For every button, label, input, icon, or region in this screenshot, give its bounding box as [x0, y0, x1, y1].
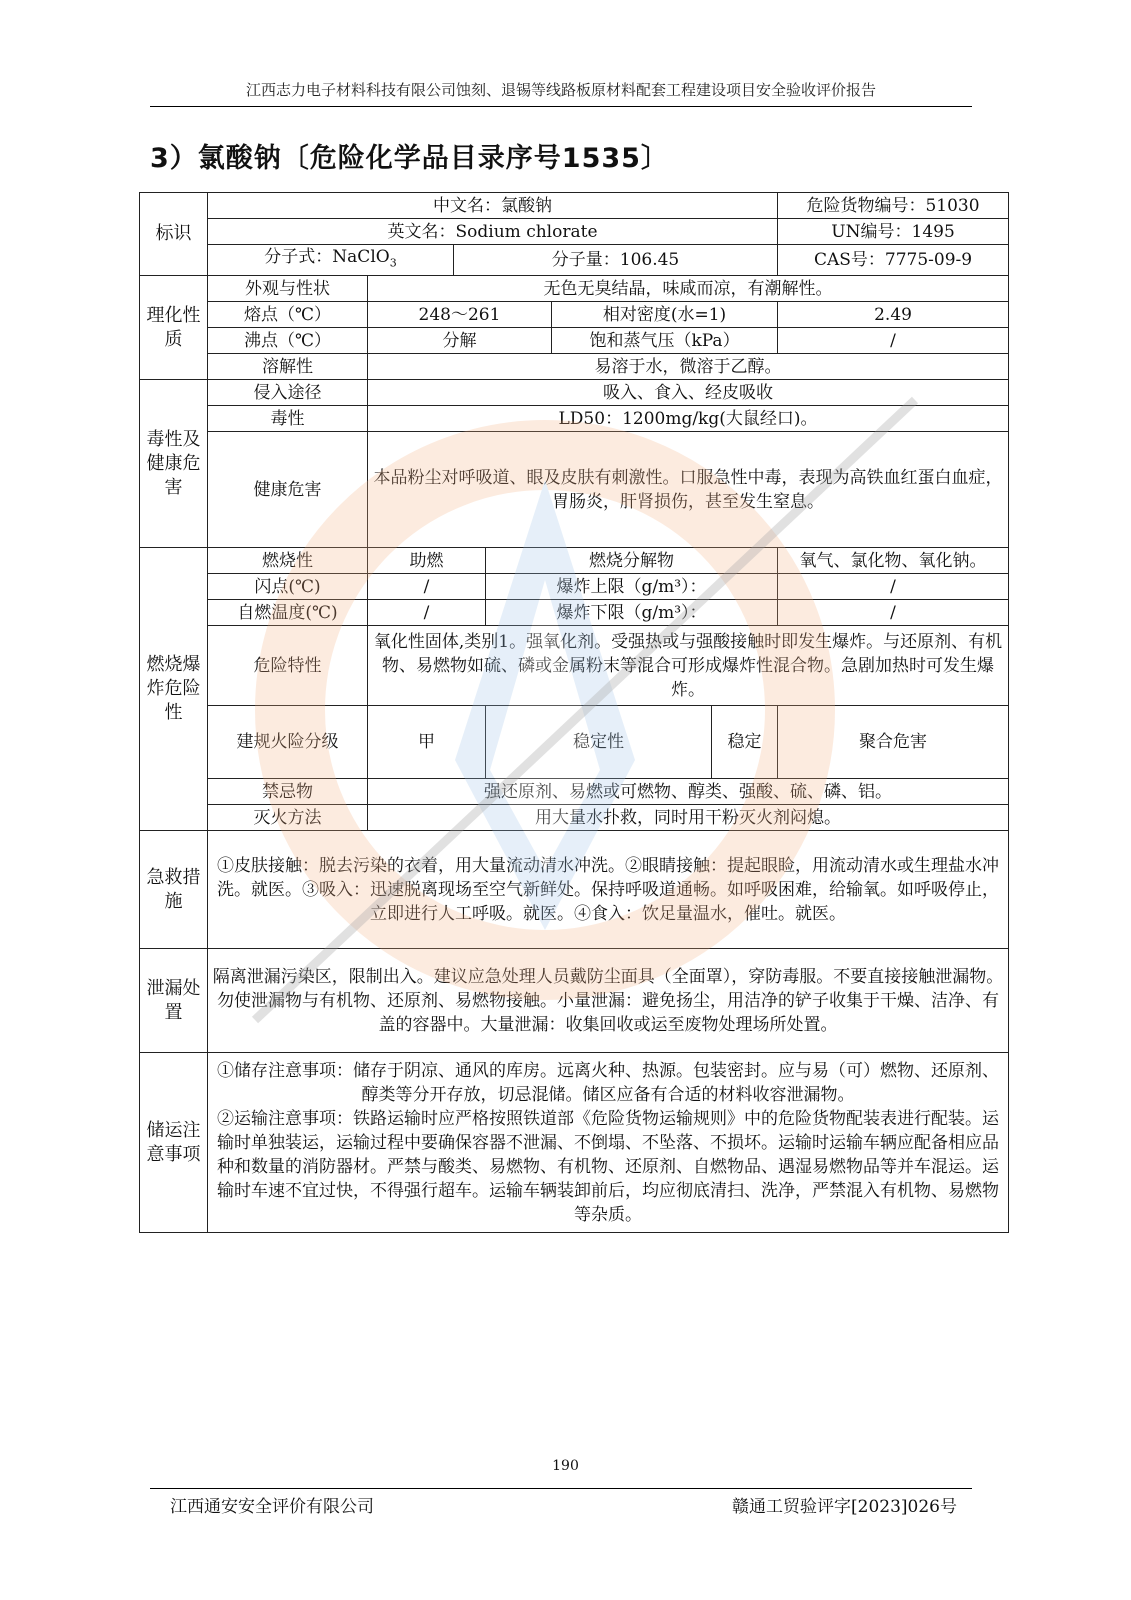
flash-point-label: 闪点(℃) — [208, 574, 368, 600]
section-physicochemical: 理化性质 — [140, 276, 208, 380]
hazard-characteristics-value: 氧化性固体,类别1。强氧化剂。受强热或与强酸接触时即发生爆炸。与还原剂、有机物、易燃物如硫、磷或金属粉末等混合可形成爆炸性混合物。急剧加热时可发生爆炸。 — [368, 626, 1009, 706]
lower-explosion-limit-value: / — [778, 600, 1009, 626]
chinese-name: 中文名：氯酸钠 — [208, 193, 778, 219]
route-label: 侵入途径 — [208, 380, 368, 406]
incompatible-label: 禁忌物 — [208, 779, 368, 805]
cas-number: CAS号：7775-09-9 — [778, 245, 1009, 276]
solubility-value: 易溶于水，微溶于乙醇。 — [368, 354, 1009, 380]
footer-divider — [150, 1488, 972, 1489]
first-aid-text: ①皮肤接触：脱去污染的衣着，用大量流动清水冲洗。②眼睛接触：提起眼睑，用流动清水或生理盐水冲洗。就医。③吸入：迅速脱离现场至空气新鲜处。保持呼吸道通畅。如呼吸困难，给输氧。如呼吸停止，立即进行人工呼吸。就医。④食入：饮足量温水，催吐。就医。 — [208, 831, 1009, 949]
polymerization-label: 聚合危害 — [778, 706, 1009, 779]
msds-table — [139, 192, 1009, 1233]
route-value: 吸入、食入、经皮吸收 — [368, 380, 1009, 406]
extinguishing-label: 灭火方法 — [208, 805, 368, 831]
incompatible-value: 强还原剂、易燃或可燃物、醇类、强酸、硫、磷、铝。 — [368, 779, 1009, 805]
autoignition-label: 自燃温度(℃) — [208, 600, 368, 626]
section-storage-transport: 储运注意事项 — [140, 1053, 208, 1233]
solubility-label: 溶解性 — [208, 354, 368, 380]
combustibility-label: 燃烧性 — [208, 548, 368, 574]
vapor-pressure-label: 饱和蒸气压（kPa） — [552, 328, 778, 354]
flash-point-value: / — [368, 574, 486, 600]
hazard-characteristics-label: 危险特性 — [208, 626, 368, 706]
dangerous-goods-number: 危险货物编号：51030 — [778, 193, 1009, 219]
footer-report-number: 赣通工贸验评字[2023]026号 — [732, 1497, 957, 1517]
melting-point-value: 248～261 — [368, 302, 552, 328]
autoignition-value: / — [368, 600, 486, 626]
formula-value: NaClO — [332, 247, 390, 267]
combustibility-value: 助燃 — [368, 548, 486, 574]
storage-transport-text — [208, 1053, 1009, 1233]
english-name: 英文名：Sodium chlorate — [208, 219, 778, 245]
toxicity-value: LD50：1200mg/kg(大鼠经口)。 — [368, 406, 1009, 432]
storage-notes: ①储存注意事项：储存于阴凉、通风的库房。远离火种、热源。包装密封。应与易（可）燃物、还原剂、醇类等分开存放，切忌混储。储区应备有合适的材料收容泄漏物。 — [217, 1060, 1000, 1105]
density-label: 相对密度(水=1) — [552, 302, 778, 328]
leak-disposal-text: 隔离泄漏污染区，限制出入。建议应急处理人员戴防尘面具（全面罩），穿防毒服。不要直接接触泄漏物。勿使泄漏物与有机物、还原剂、易燃物接触。小量泄漏：避免扬尘，用洁净的铲子收集于干燥、洁净、有盖的容器中。大量泄漏：收集回收或运至废物处理场所处置。 — [208, 949, 1009, 1053]
section-identification: 标识 — [140, 193, 208, 276]
stability-value: 稳定 — [712, 706, 778, 779]
density-value: 2.49 — [778, 302, 1009, 328]
lower-explosion-limit-label: 爆炸下限（g/m³）： — [486, 600, 778, 626]
section-first-aid: 急救措施 — [140, 831, 208, 949]
section-title: 3）氯酸钠〔危险化学品目录序号1535〕 — [150, 143, 669, 174]
health-hazard-value: 本品粉尘对呼吸道、眼及皮肤有刺激性。口服急性中毒，表现为高铁血红蛋白血症，胃肠炎，肝肾损伤，甚至发生窒息。 — [368, 432, 1009, 548]
health-hazard-label: 健康危害 — [208, 432, 368, 548]
fire-class-value: 甲 — [368, 706, 486, 779]
section-fire-explosion: 燃烧爆炸危险性 — [140, 548, 208, 831]
vapor-pressure-value: / — [778, 328, 1009, 354]
appearance-value: 无色无臭结晶，味咸而凉，有潮解性。 — [368, 276, 1009, 302]
melting-point-label: 熔点（℃） — [208, 302, 368, 328]
un-number: UN编号：1495 — [778, 219, 1009, 245]
molecular-weight: 分子量：106.45 — [454, 245, 778, 276]
page-number: 190 — [552, 1458, 579, 1474]
section-leak-disposal: 泄漏处置 — [140, 949, 208, 1053]
upper-explosion-limit-label: 爆炸上限（g/m³）： — [486, 574, 778, 600]
molecular-formula — [208, 245, 454, 276]
upper-explosion-limit-value: / — [778, 574, 1009, 600]
boiling-point-value: 分解 — [368, 328, 552, 354]
boiling-point-label: 沸点（℃） — [208, 328, 368, 354]
decomposition-value: 氧气、氯化物、氧化钠。 — [778, 548, 1009, 574]
appearance-label: 外观与性状 — [208, 276, 368, 302]
formula-label: 分子式： — [264, 247, 333, 267]
footer-company: 江西通安安全评价有限公司 — [170, 1497, 374, 1517]
stability-label: 稳定性 — [486, 706, 712, 779]
extinguishing-value: 用大量水扑救，同时用干粉灭火剂闷熄。 — [368, 805, 1009, 831]
section-toxicity: 毒性及健康危害 — [140, 380, 208, 548]
toxicity-label: 毒性 — [208, 406, 368, 432]
running-header: 江西志力电子材料科技有限公司蚀刻、退锡等线路板原材料配套工程建设项目安全验收评价报告 — [150, 78, 972, 107]
formula-subscript: 3 — [389, 256, 397, 270]
fire-class-label: 建规火险分级 — [208, 706, 368, 779]
transport-notes: ②运输注意事项：铁路运输时应严格按照铁道部《危险货物运输规则》中的危险货物配装表进行配装。运输时单独装运，运输过程中要确保容器不泄漏、不倒塌、不坠落、不损坏。运输时运输车辆应配备相应品种和数量的消防器材。严禁与酸类、易燃物、有机物、还原剂、自燃物品、遇湿易燃物品等并车混运。运输时车速不宜过快，不得强行超车。运输车辆装卸前后，均应彻底清扫、洗净，严禁混入有机物、易燃物等杂质。 — [217, 1108, 1000, 1225]
decomposition-label: 燃烧分解物 — [486, 548, 778, 574]
